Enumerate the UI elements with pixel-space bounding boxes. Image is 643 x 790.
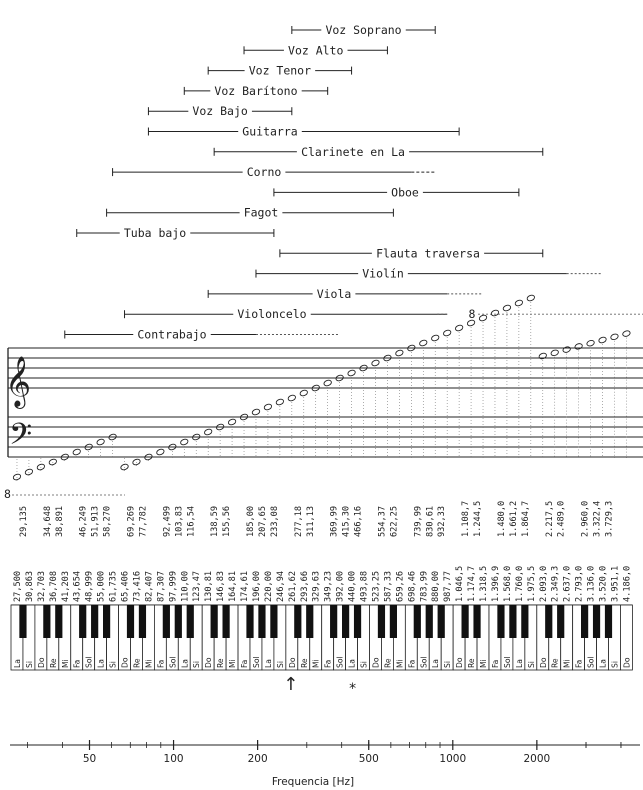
instrument-label: Voz Barítono <box>214 83 298 98</box>
instrument-label: Voz Soprano <box>325 23 402 37</box>
key-note-name: Do <box>455 657 465 668</box>
frequency-sharp: 233,08 <box>269 505 280 537</box>
instrument-label: Voz Tenor <box>248 63 312 78</box>
black-key <box>187 605 194 638</box>
frequency-natural: 123,47 <box>192 570 203 602</box>
frequency-natural: 164,81 <box>228 570 239 602</box>
frequency-sharp: 2.489,0 <box>556 500 567 537</box>
key-note-name: La <box>431 659 441 668</box>
frequency-sharp: 2.217,5 <box>544 500 555 537</box>
frequency-sharp: 1.244,5 <box>473 500 484 537</box>
frequency-natural: 1.174,7 <box>467 565 478 602</box>
black-key <box>330 605 337 638</box>
frequency-natural: 3.136,0 <box>586 565 597 602</box>
key-note-name: Sol <box>419 656 429 668</box>
key-note-name: Re <box>216 658 226 668</box>
frequency-natural: 32,703 <box>36 570 47 602</box>
key-note-name: Mi <box>60 659 70 668</box>
black-key <box>163 605 170 638</box>
black-key <box>378 605 385 638</box>
instrument-ranges <box>65 23 643 342</box>
frequency-natural: 43,654 <box>72 570 83 602</box>
frequency-sharp: 1.661,2 <box>508 500 519 537</box>
frequency-natural: 196,00 <box>251 570 262 602</box>
black-key <box>462 605 469 638</box>
frequency-sharp: 155,56 <box>222 505 233 537</box>
key-note-name: Do <box>120 657 130 668</box>
frequency-natural: 493,88 <box>359 570 370 602</box>
frequency-sharp: 622,25 <box>389 505 400 537</box>
black-key <box>593 605 600 638</box>
instrument-tuba-bajo <box>77 226 274 240</box>
key-note-name: La <box>514 659 524 668</box>
whole-note <box>526 294 535 301</box>
key-note-name: Si <box>610 661 620 668</box>
key-note-name: Si <box>275 661 285 668</box>
frequency-natural: 87,307 <box>156 570 167 602</box>
frequency-natural: 4.186,0 <box>622 565 633 602</box>
key-note-name: Sol <box>502 656 512 668</box>
whole-note <box>502 304 511 311</box>
key-note-name: Sol <box>335 656 345 668</box>
frequency-natural: 880,00 <box>431 570 442 602</box>
axis-title: Frequencia [Hz] <box>271 776 355 788</box>
instrument-label: Voz Alto <box>288 43 344 58</box>
frequency-natural: 73,416 <box>132 570 143 602</box>
instrument-contrabajo <box>65 328 340 342</box>
frequency-natural: 97,999 <box>168 570 179 602</box>
whole-note <box>204 428 213 435</box>
key-note-name: Re <box>467 658 477 668</box>
frequency-natural: 27,500 <box>12 570 23 602</box>
axis-tick-label: 100 <box>163 753 184 765</box>
key-note-name: Fa <box>240 659 250 668</box>
frequency-natural: 130,81 <box>204 570 215 602</box>
octave-bassa-mark: 8 <box>4 487 11 501</box>
frequency-sharp: 69,269 <box>126 505 137 537</box>
frequency-sharp: 1.108,7 <box>461 500 472 537</box>
frequency-sharp: 932,33 <box>437 505 448 537</box>
whole-note <box>299 389 308 396</box>
key-note-name: Do <box>622 657 632 668</box>
whole-note <box>538 352 547 359</box>
black-key <box>55 605 62 638</box>
frequency-sharp: 830,61 <box>425 505 436 537</box>
key-note-name: Re <box>383 658 393 668</box>
black-key <box>270 605 277 638</box>
instrument-label: Fagot <box>243 205 279 220</box>
frequency-natural: 65,406 <box>120 570 131 602</box>
whole-note <box>562 346 571 353</box>
frequency-natural: 987,77 <box>443 570 454 602</box>
black-key <box>258 605 265 638</box>
key-note-name: Mi <box>144 659 154 668</box>
black-key <box>342 605 349 638</box>
key-note-name: Fa <box>407 659 417 668</box>
instrument-label: Guitarra <box>242 124 298 139</box>
black-key <box>19 605 26 638</box>
instrument-voz-alto <box>244 43 387 57</box>
whole-note <box>252 408 261 415</box>
black-key <box>294 605 301 638</box>
instrument-fagot <box>107 206 394 220</box>
grand-staff <box>5 348 643 459</box>
frequency-sharp: 29,135 <box>18 505 29 537</box>
whole-note <box>371 359 380 366</box>
whole-note <box>156 448 165 455</box>
whole-note <box>479 314 488 321</box>
key-note-name: Do <box>371 657 381 668</box>
black-key <box>414 605 421 638</box>
frequency-sharp: 739,99 <box>413 505 424 537</box>
frequency-natural: 440,00 <box>347 570 358 602</box>
frequency-natural: 110,00 <box>180 570 191 602</box>
key-note-name: Sol <box>84 656 94 668</box>
frequency-natural: 392,00 <box>335 570 346 602</box>
note-sequence <box>4 294 631 501</box>
bass-clef-icon: 𝄢 <box>9 418 33 459</box>
instrument-label: Violoncelo <box>237 307 307 322</box>
instrument-violin <box>256 267 603 281</box>
black-key <box>390 605 397 638</box>
instrument-label: Oboe <box>391 185 419 200</box>
whole-note <box>419 339 428 346</box>
whole-note <box>323 379 332 386</box>
black-key <box>91 605 98 638</box>
whole-note <box>586 339 595 346</box>
key-note-name: Sol <box>251 656 261 668</box>
instrument-label: Flauta traversa <box>376 246 480 261</box>
instrument-corno <box>113 165 436 179</box>
frequency-natural: 1.975,5 <box>526 565 537 602</box>
key-note-name: Do <box>538 657 548 668</box>
instrument-flauta-traversa <box>280 246 543 260</box>
key-note-name: Re <box>48 658 58 668</box>
frequency-natural: 3.520,0 <box>598 565 609 602</box>
frequency-natural: 2.349,3 <box>550 565 561 602</box>
instrument-guitarra <box>148 125 459 139</box>
instrument-clarinete-en-la <box>214 145 543 159</box>
frequency-natural: 1.760,0 <box>514 565 525 602</box>
whole-note <box>347 369 356 376</box>
instrument-voz-baritono <box>184 84 327 98</box>
key-note-name: Sol <box>586 656 596 668</box>
frequency-natural: 146,83 <box>216 570 227 602</box>
key-note-name: Si <box>526 661 536 668</box>
frequency-natural: 174,61 <box>240 570 251 602</box>
frequency-natural: 1.318,5 <box>479 565 490 602</box>
key-note-name: Re <box>299 658 309 668</box>
frequency-natural: 41,203 <box>60 570 71 602</box>
frequency-sharp: 277,18 <box>293 505 304 537</box>
key-note-name: Do <box>36 657 46 668</box>
frequency-natural: 1.396,9 <box>490 565 501 602</box>
key-note-name: Si <box>192 661 202 668</box>
frequency-natural: 55,000 <box>96 570 107 602</box>
whole-note <box>263 403 272 410</box>
frequency-axis <box>10 740 640 788</box>
key-note-name: La <box>598 659 608 668</box>
frequency-sharp: 58,270 <box>102 505 113 537</box>
whole-note <box>455 324 464 331</box>
black-key <box>139 605 146 638</box>
black-key <box>79 605 86 638</box>
frequency-sharp: 311,13 <box>305 505 316 537</box>
frequency-table <box>13 501 632 602</box>
instrument-label: Viola <box>316 286 352 301</box>
axis-tick-label: 200 <box>247 753 268 765</box>
key-note-name: Fa <box>72 659 82 668</box>
black-key <box>438 605 445 638</box>
frequency-natural: 2.793,0 <box>574 565 585 602</box>
axis-tick-label: 50 <box>82 753 97 765</box>
frequency-natural: 698,46 <box>407 570 418 602</box>
black-key <box>557 605 564 638</box>
black-key <box>545 605 552 638</box>
key-note-name: Do <box>204 657 214 668</box>
black-key <box>509 605 516 638</box>
frequency-sharp: 34,648 <box>42 505 53 537</box>
frequency-sharp: 138,59 <box>210 505 221 537</box>
frequency-sharp: 185,00 <box>246 505 256 537</box>
whole-note <box>610 333 619 340</box>
key-note-name: Si <box>24 661 34 668</box>
key-note-name: Fa <box>490 659 500 668</box>
frequency-sharp: 3.322,4 <box>592 500 603 537</box>
black-key <box>306 605 313 638</box>
frequency-natural: 261,62 <box>287 570 298 602</box>
frequency-natural: 349,23 <box>323 570 334 602</box>
key-note-name: Mi <box>311 659 321 668</box>
whole-note <box>598 336 607 343</box>
black-key <box>127 605 134 638</box>
middle-c-marker: ↑ <box>283 674 299 695</box>
frequency-sharp: 466,16 <box>353 505 364 537</box>
key-note-name: Re <box>132 658 142 668</box>
frequency-natural: 61,735 <box>108 570 119 602</box>
a440-marker: * <box>349 681 357 697</box>
instrument-viola <box>208 287 483 301</box>
whole-note <box>180 438 189 445</box>
frequency-natural: 329,63 <box>311 570 322 602</box>
black-key <box>103 605 110 638</box>
key-note-name: Fa <box>156 659 166 668</box>
black-key <box>521 605 528 638</box>
axis-tick-label: 1000 <box>439 753 467 765</box>
frequency-natural: 1.046,5 <box>455 565 466 602</box>
whole-note <box>72 448 81 455</box>
key-note-name: Mi <box>395 659 405 668</box>
whole-note <box>622 330 631 337</box>
instrument-voz-bajo <box>148 104 291 118</box>
key-note-name: La <box>96 659 106 668</box>
key-note-name: Si <box>443 661 453 668</box>
black-key <box>426 605 433 638</box>
frequency-sharp: 92,499 <box>162 505 173 537</box>
black-key <box>246 605 253 638</box>
instrument-violoncelo <box>125 307 643 321</box>
instrument-oboe <box>274 185 519 199</box>
key-note-name: Mi <box>479 659 489 668</box>
black-key <box>175 605 182 638</box>
frequency-sharp: 369,99 <box>329 505 340 537</box>
frequency-sharp: 1.480,0 <box>496 500 507 537</box>
instrument-label: Clarinete en La <box>301 144 405 159</box>
key-note-name: Do <box>287 657 297 668</box>
key-note-name: La <box>12 659 22 668</box>
key-note-name: Fa <box>323 659 333 668</box>
instrument-label: Voz Bajo <box>192 104 248 119</box>
frequency-natural: 523,25 <box>371 570 382 602</box>
frequency-sharp: 38,891 <box>54 505 65 537</box>
whole-note <box>491 309 500 316</box>
black-key <box>354 605 361 638</box>
whole-note <box>514 299 523 306</box>
frequency-natural: 82,407 <box>144 570 155 602</box>
key-note-name: La <box>263 659 273 668</box>
frequency-natural: 246,94 <box>275 570 286 602</box>
frequency-natural: 3.951,1 <box>610 565 621 602</box>
frequency-natural: 1.568,0 <box>502 565 513 602</box>
key-note-name: Mi <box>562 659 572 668</box>
frequency-natural: 293,66 <box>299 570 310 602</box>
octave-mark: 8 <box>468 307 476 322</box>
black-key <box>43 605 50 638</box>
whole-note <box>287 394 296 401</box>
frequency-sharp: 51,913 <box>90 505 101 537</box>
frequency-sharp: 1.864,7 <box>520 500 531 537</box>
key-note-name: Sol <box>168 656 178 668</box>
key-note-name: Mi <box>228 659 238 668</box>
frequency-sharp: 3.729,3 <box>604 500 615 537</box>
frequency-sharp: 207,65 <box>257 505 268 537</box>
frequency-natural: 659,26 <box>395 570 406 602</box>
black-key <box>223 605 230 638</box>
frequency-natural: 220,00 <box>263 570 274 602</box>
instrument-label: Violín <box>362 266 404 281</box>
frequency-natural: 30,863 <box>24 570 35 602</box>
frequency-natural: 2.093,0 <box>538 565 549 602</box>
treble-clef-icon: 𝄞 <box>5 356 32 407</box>
frequency-natural: 783,99 <box>419 570 430 602</box>
frequency-sharp: 116,54 <box>186 505 197 537</box>
black-key <box>211 605 218 638</box>
whole-note <box>395 349 404 356</box>
whole-note <box>431 334 440 341</box>
black-key <box>497 605 504 638</box>
frequency-sharp: 77,782 <box>138 505 149 537</box>
key-note-name: Re <box>550 658 560 668</box>
key-note-name: La <box>180 659 190 668</box>
instrument-label: Contrabajo <box>137 327 207 342</box>
frequency-sharp: 46,249 <box>78 505 89 537</box>
black-key <box>581 605 588 638</box>
key-note-name: Si <box>359 661 369 668</box>
frequency-sharp: 2.960,0 <box>580 500 591 537</box>
black-key <box>605 605 612 638</box>
frequency-sharp: 554,37 <box>377 505 388 537</box>
piano-keyboard <box>11 605 632 670</box>
axis-tick-label: 500 <box>358 753 379 765</box>
key-note-name: Si <box>108 661 118 668</box>
instrument-voz-tenor <box>208 64 351 78</box>
frequency-natural: 36,708 <box>48 570 59 602</box>
frequency-sharp: 103,83 <box>174 505 185 537</box>
axis-tick-label: 2000 <box>523 753 551 765</box>
whole-note <box>443 329 452 336</box>
black-key <box>473 605 480 638</box>
whole-note <box>228 418 237 425</box>
whole-note <box>275 398 284 405</box>
instrument-label: Tuba bajo <box>123 226 187 240</box>
key-note-name: Fa <box>574 659 584 668</box>
whole-note <box>574 343 583 350</box>
frequency-natural: 587,33 <box>383 570 394 602</box>
frequency-sharp: 415,30 <box>341 505 352 537</box>
instrument-voz-soprano <box>292 23 435 37</box>
key-note-name: La <box>347 659 357 668</box>
whole-note <box>550 349 559 356</box>
frequency-natural: 2.637,0 <box>562 565 573 602</box>
instrument-label: Corno <box>246 165 282 180</box>
frequency-natural: 48,999 <box>84 570 95 602</box>
whole-note <box>96 438 105 445</box>
